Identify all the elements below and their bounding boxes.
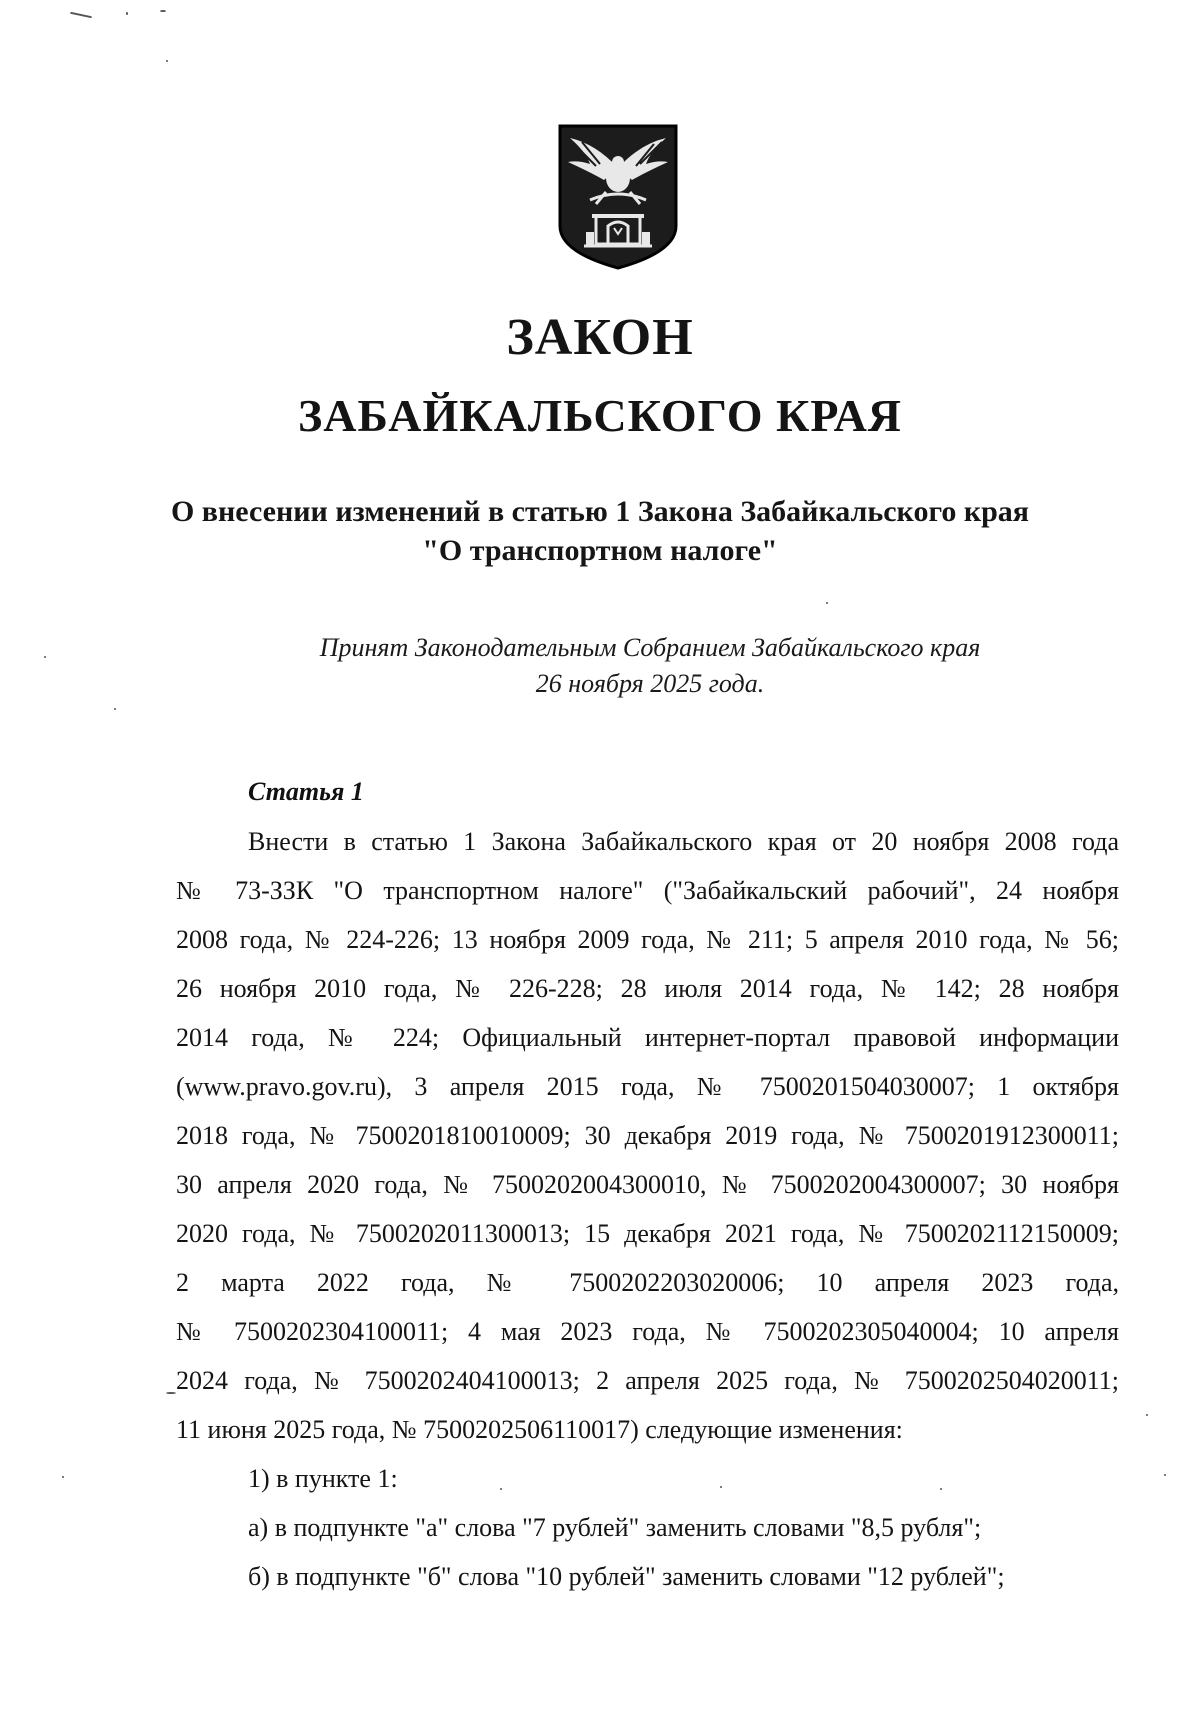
body-line: 2018 года, № 7500201810010009; 30 декабря 2019 года, № 7500201912300011;	[176, 1121, 1119, 1150]
document-title: ЗАКОН	[506, 309, 694, 366]
body-line: 11 июня 2025 года, № 7500202506110017) следующие изменения:	[176, 1415, 903, 1444]
list-item-a: а) в подпункте "а" слова "7 рублей" заменить словами "8,5 рубля";	[248, 1513, 982, 1542]
coat-of-arms-emblem	[556, 122, 680, 270]
scan-speck	[126, 12, 128, 15]
body-line: 2014 года, № 224; Официальный интернет-портал правовой информации	[176, 1023, 1119, 1052]
scan-speck	[826, 602, 828, 604]
body-line: 2008 года, № 224-226; 13 ноября 2009 года, № 211; 5 апреля 2010 года, № 56;	[176, 925, 1119, 954]
body-line: (www.pravo.gov.ru), 3 апреля 2015 года, № 7500201504030007; 1 октября	[176, 1072, 1119, 1101]
body-line: Внести в статью 1 Закона Забайкальского края от 20 ноября 2008 года	[248, 827, 1119, 856]
scan-speck	[166, 60, 168, 62]
adoption-date: 26 ноября 2025 года.	[535, 669, 765, 698]
list-item-1: 1) в пункте 1:	[248, 1464, 398, 1493]
scan-speck	[940, 1488, 942, 1490]
article-heading: Статья 1	[248, 777, 364, 806]
scan-speck	[70, 12, 92, 19]
list-item-b: б) в подпункте "б" слова "10 рублей" заменить словами "12 рублей";	[248, 1562, 1005, 1591]
document-subtitle-law-name: "О транспортном налоге"	[422, 534, 778, 567]
scan-speck	[1146, 1414, 1148, 1416]
body-line: 2020 года, № 7500202011300013; 15 декабря 2021 года, № 7500202112150009;	[176, 1219, 1119, 1248]
document-subtitle: О внесении изменений в статью 1 Закона Забайкальского края	[170, 495, 1030, 528]
scan-speck	[62, 1476, 64, 1478]
body-line: 26 ноября 2010 года, № 226-228; 28 июля 2014 года, № 142; 28 ноября	[176, 974, 1119, 1003]
scan-speck	[44, 656, 46, 658]
body-line: № 73-ЗЗК "О транспортном налоге" ("Забайкальский рабочий", 24 ноября	[176, 876, 1119, 905]
scan-speck	[500, 1488, 502, 1490]
scan-speck	[114, 708, 116, 710]
scan-speck	[166, 1392, 176, 1394]
document-title-region: ЗАБАЙКАЛЬСКОГО КРАЯ	[297, 390, 903, 441]
adoption-statement: Принят Законодательным Собранием Забайкальского края	[319, 633, 981, 662]
body-line: 30 апреля 2020 года, № 7500202004300010, № 7500202004300007; 30 ноября	[176, 1170, 1119, 1199]
body-line: 2024 года, № 7500202404100013; 2 апреля 2025 года, № 7500202504020011;	[176, 1366, 1119, 1395]
scan-speck	[1164, 1474, 1166, 1476]
scan-speck	[160, 10, 166, 12]
body-line: 2 марта 2022 года, № 7500202203020006; 10 апреля 2023 года,	[176, 1268, 1119, 1297]
scan-speck	[720, 1486, 722, 1488]
body-line: № 7500202304100011; 4 мая 2023 года, № 7500202305040004; 10 апреля	[176, 1317, 1119, 1346]
